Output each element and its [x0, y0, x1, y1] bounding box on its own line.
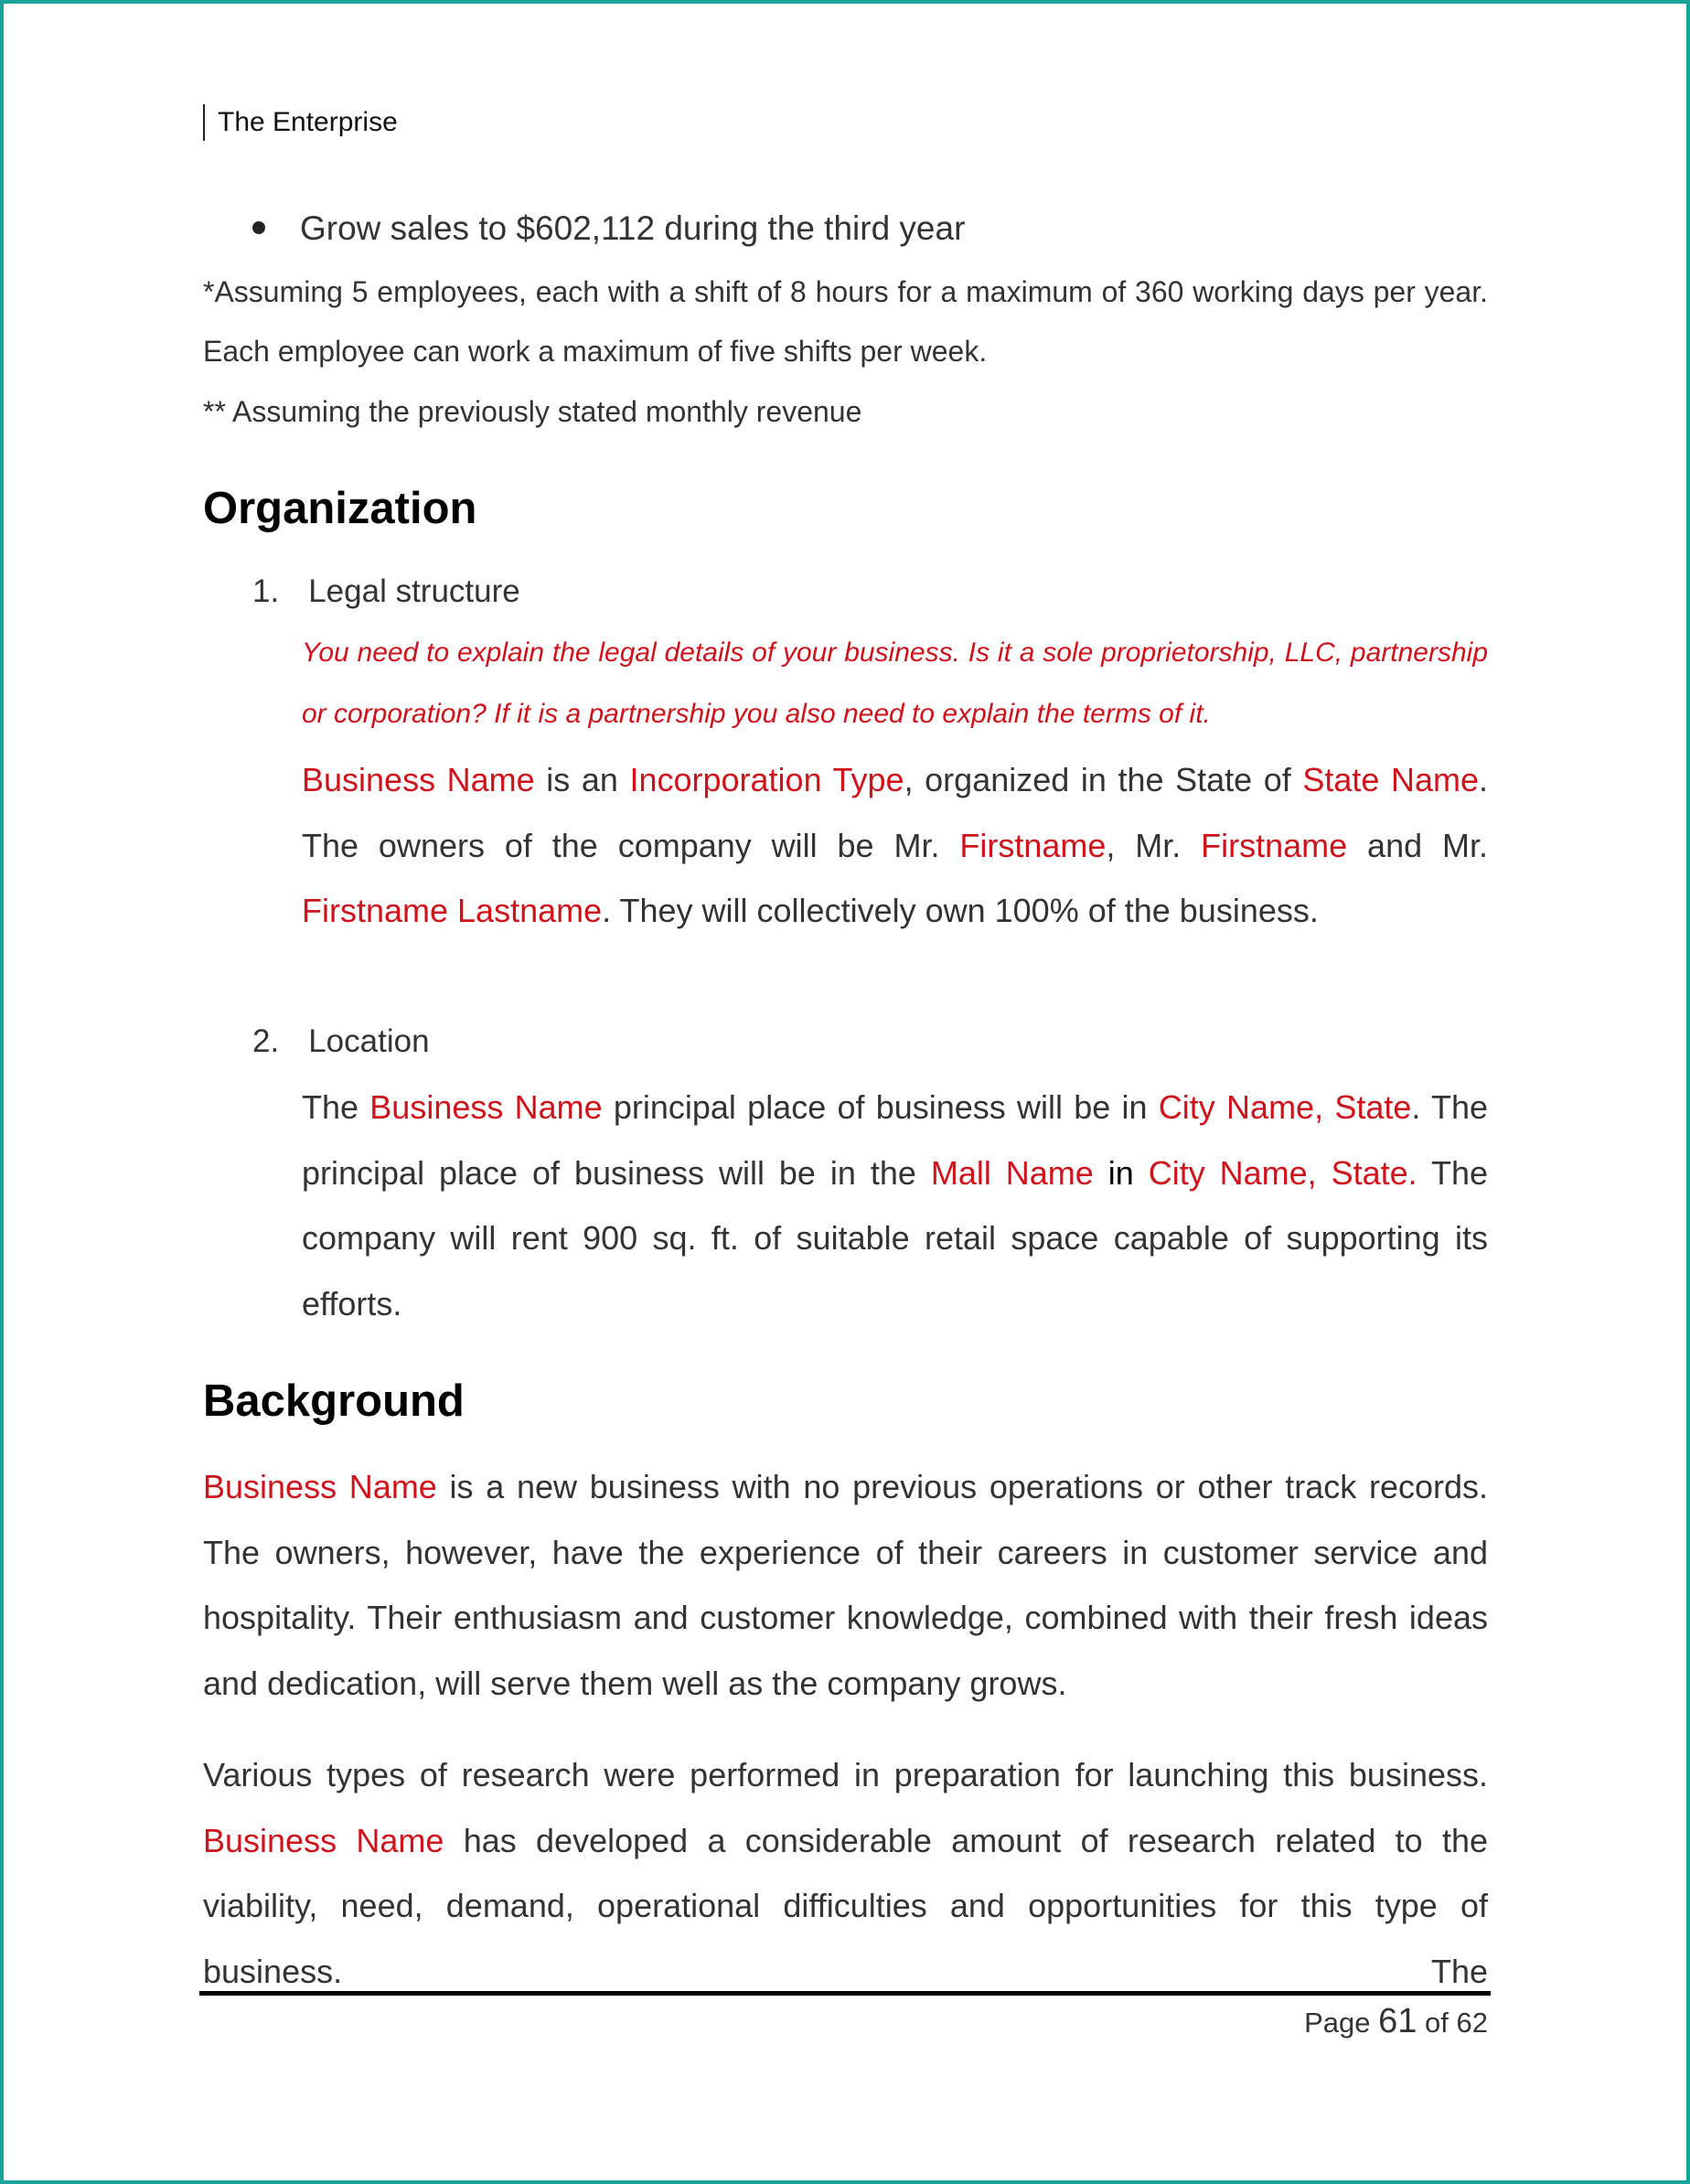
- text-span: in: [1093, 1153, 1149, 1192]
- footer-divider: [199, 1991, 1491, 1996]
- running-header: [203, 104, 398, 141]
- list-number: 2.: [252, 1023, 280, 1059]
- page-footer: [203, 1998, 1488, 2046]
- text-span: and Mr.: [1347, 826, 1488, 864]
- page-label: Page: [1304, 2007, 1371, 2039]
- placeholder-business-name: Business Name: [302, 761, 535, 798]
- placeholder-firstname-lastname: Firstname Lastname: [302, 892, 603, 929]
- header-title: The Enterprise: [218, 107, 398, 137]
- text-span: , organized in the State of: [904, 761, 1303, 798]
- text-span: Various types of research were performed in preparation for launching this business.: [203, 1756, 1488, 1793]
- goal-bullet-item: [252, 206, 965, 252]
- placeholder-city-state: City Name, State.: [1148, 1153, 1417, 1192]
- placeholder-mall-name: Mall Name: [930, 1153, 1094, 1192]
- assumption-note-1: *Assuming 5 employees, each with a shift of 8 hours for a maximum of 360 working days per year. Each employee can work a maximum of five shifts per week.: [203, 275, 1488, 368]
- list-item-legal-structure: [252, 569, 520, 615]
- legal-structure-paragraph: [302, 747, 1488, 944]
- text-span: The: [302, 1088, 370, 1126]
- background-heading: Background: [203, 1376, 465, 1426]
- text-span: . The owners of the company will be Mr.: [302, 761, 1489, 864]
- goal-bullet-text: Grow sales to $602,112 during the third year: [300, 209, 966, 247]
- legal-structure-instruction: You need to explain the legal details of your business. Is it a sole proprietorship, LLC, partnership or corporation? If it is a partnership you also need to explain the terms of it.: [302, 637, 1488, 729]
- list-label: Legal structure: [308, 573, 520, 609]
- text-span: . The principal place of business will be in the: [302, 1088, 1488, 1192]
- placeholder-firstname: Firstname: [1201, 826, 1348, 864]
- list-number: 1.: [252, 573, 280, 609]
- background-paragraph-2: [203, 1742, 1488, 2004]
- list-label: Location: [308, 1023, 430, 1059]
- background-paragraph-1: [203, 1454, 1488, 1716]
- placeholder-business-name: Business Name: [369, 1088, 603, 1126]
- placeholder-firstname: Firstname: [959, 826, 1107, 864]
- text-span: is a new business with no previous operations or other track records. The owners, however, have the experience of their careers in customer service and hospitality. Their enthusiasm and customer knowledge, combined with their fresh ideas and dedication, will serve them well as the company grows.: [203, 1468, 1488, 1702]
- page-number: 61: [1378, 2002, 1417, 2040]
- text-span: The company will rent 900 sq. ft. of suitable retail space capable of supporting its efforts.: [302, 1153, 1489, 1322]
- text-span: principal place of business will be in: [602, 1088, 1159, 1126]
- text-span: is an: [534, 761, 630, 798]
- text-span: has developed a considerable amount of research related to the viability, need, demand, operational difficulties and opportunities for this type of business. The: [203, 1821, 1489, 1990]
- placeholder-business-name: Business Name: [203, 1821, 444, 1859]
- organization-heading: Organization: [203, 484, 477, 533]
- assumption-note-2: ** Assuming the previously stated monthly revenue: [203, 395, 862, 428]
- total-pages: 62: [1456, 2007, 1488, 2039]
- bullet-icon: [252, 221, 265, 234]
- page-of-label: of: [1425, 2007, 1449, 2039]
- text-span: . They will collectively own 100% of the business.: [602, 892, 1319, 929]
- placeholder-city-state: City Name, State: [1158, 1088, 1412, 1126]
- text-span: , Mr.: [1106, 826, 1202, 864]
- placeholder-incorporation-type: Incorporation Type: [629, 761, 904, 798]
- list-item-location: [252, 1019, 430, 1065]
- placeholder-state-name: State Name: [1302, 761, 1479, 798]
- location-paragraph: [302, 1075, 1488, 1336]
- placeholder-business-name: Business Name: [203, 1468, 437, 1505]
